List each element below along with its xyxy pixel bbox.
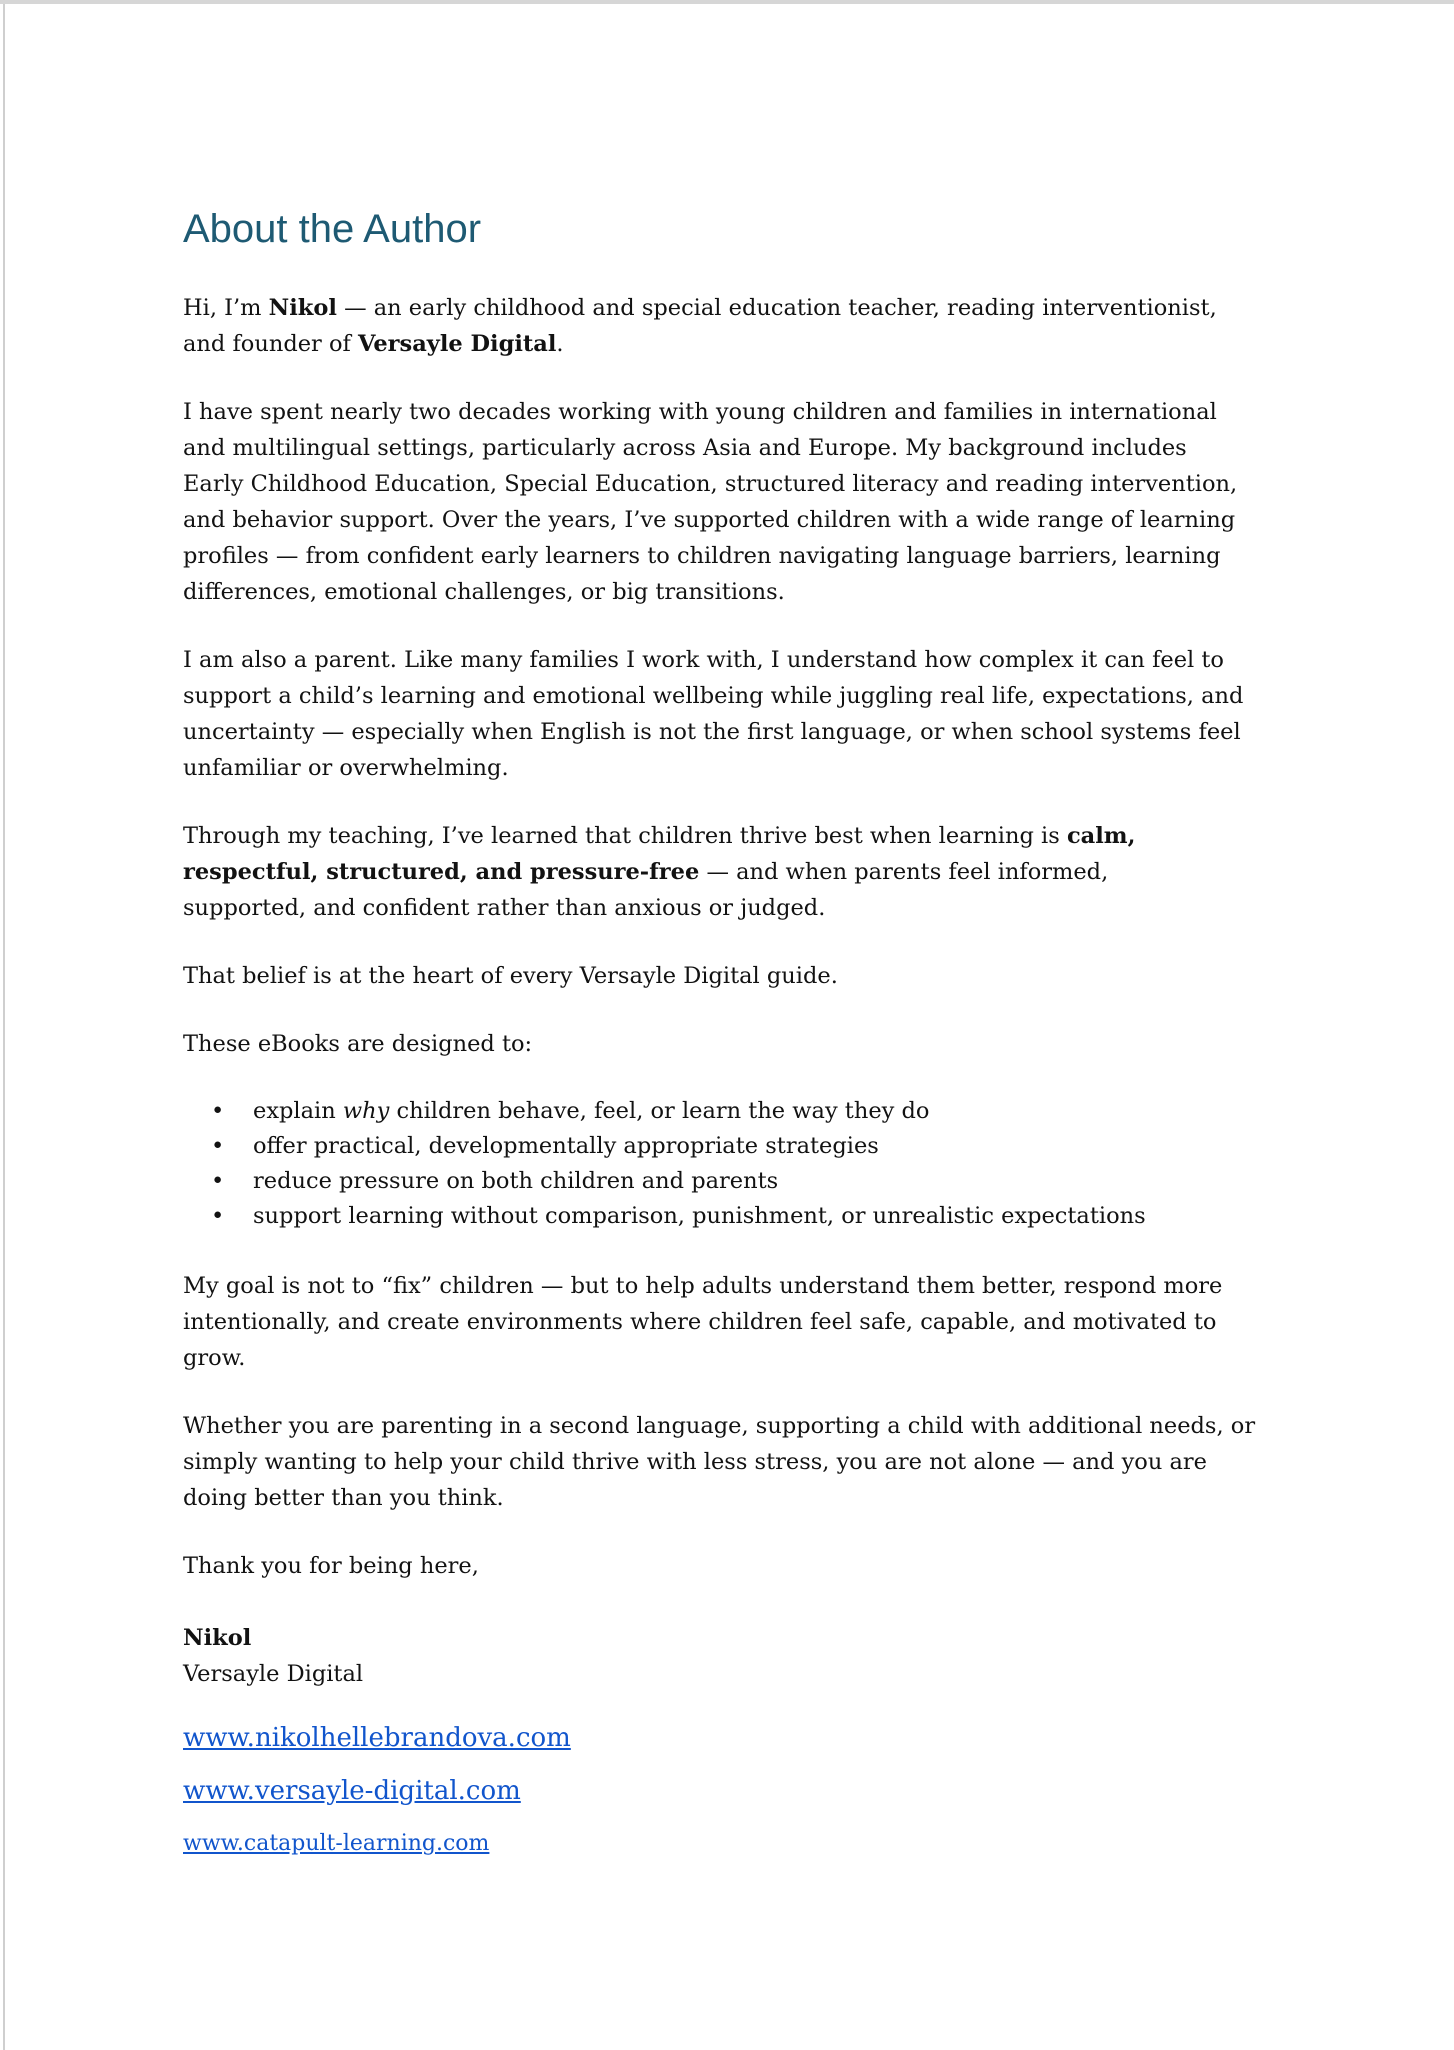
text-run: unfamiliar or overwhelming.	[183, 755, 509, 781]
text-run: differences, emotional challenges, or big transitions.	[183, 579, 785, 605]
text-line	[183, 642, 1323, 678]
text-line	[183, 750, 1323, 786]
text-run: doing better than you think.	[183, 1485, 504, 1511]
text-run: Nikol	[268, 295, 337, 321]
text-run: grow.	[183, 1345, 246, 1371]
text-run: Early Childhood Education, Special Education, structured literacy and reading intervention,	[183, 471, 1238, 497]
text-run: That belief is at the heart of every Versayle Digital guide.	[183, 963, 838, 989]
link-row	[183, 1826, 1323, 1863]
text-run: reduce pressure on both children and parents	[253, 1168, 779, 1194]
text-run: Nikol	[183, 1625, 252, 1651]
bullet-text	[253, 1133, 879, 1159]
text-line	[183, 1304, 1323, 1340]
paragraph	[183, 1268, 1323, 1376]
text-run: offer practical, developmentally appropriate strategies	[253, 1133, 879, 1159]
paragraph	[183, 958, 1323, 994]
text-run: My goal is not to “fix” children — but to help adults understand them better, respond more	[183, 1273, 1223, 1299]
text-line	[183, 818, 1323, 854]
text-run: why	[342, 1098, 390, 1124]
page-edge-top	[0, 0, 1454, 4]
text-run: Through my teaching, I’ve learned that children thrive best when learning is	[183, 823, 1067, 849]
text-line	[183, 502, 1323, 538]
bullet-icon: •	[211, 1098, 225, 1124]
text-run: simply wanting to help your child thrive with less stress, you are not alone — and you are	[183, 1449, 1207, 1475]
bullet-item	[183, 1129, 1323, 1164]
text-line	[183, 1656, 1323, 1692]
text-run: explain	[253, 1098, 343, 1124]
links-section	[183, 1720, 1323, 1863]
bullet-text	[253, 1203, 1146, 1229]
bullet-item	[183, 1199, 1323, 1234]
text-run: Hi, I’m	[183, 295, 269, 321]
bullet-item	[183, 1094, 1323, 1129]
text-line	[183, 854, 1323, 890]
text-run: — and when parents feel informed,	[699, 859, 1109, 885]
page-title: About the Author	[183, 207, 482, 251]
bullet-icon: •	[211, 1203, 225, 1229]
text-line	[183, 678, 1323, 714]
text-line	[183, 1268, 1323, 1304]
text-line	[183, 1408, 1323, 1444]
bullet-item	[183, 1164, 1323, 1199]
text-line	[183, 1548, 1323, 1584]
bullet-icon: •	[211, 1133, 225, 1159]
website-link[interactable]: www.versayle-digital.com	[183, 1776, 521, 1806]
text-run: support learning without comparison, punishment, or unrealistic expectations	[253, 1203, 1146, 1229]
document-body	[183, 290, 1323, 1863]
bullet-list	[183, 1094, 1323, 1234]
text-line	[183, 958, 1323, 994]
text-run: Versayle Digital	[357, 331, 557, 357]
paragraph	[183, 290, 1323, 362]
bullet-text	[253, 1098, 929, 1124]
text-run: — an early childhood and special education teacher, reading interventionist,	[336, 295, 1217, 321]
paragraph	[183, 1026, 1323, 1062]
paragraph	[183, 1548, 1323, 1584]
text-run: I am also a parent. Like many families I work with, I understand how complex it can feel to	[183, 647, 1224, 673]
text-run: intentionally, and create environments where children feel safe, capable, and motivated to	[183, 1309, 1217, 1335]
text-run: respectful, structured, and pressure-free	[183, 859, 700, 885]
text-run: support a child’s learning and emotional wellbeing while juggling real life, expectations, and	[183, 683, 1244, 709]
text-line	[183, 538, 1323, 574]
text-run: and founder of	[183, 331, 358, 357]
text-line	[183, 1444, 1323, 1480]
text-run: Whether you are parenting in a second language, supporting a child with additional needs, or	[183, 1413, 1256, 1439]
text-run: Versayle Digital	[183, 1661, 364, 1687]
paragraph	[183, 642, 1323, 786]
paragraph	[183, 1408, 1323, 1516]
text-run: uncertainty — especially when English is not the first language, or when school systems feel	[183, 719, 1241, 745]
text-run: supported, and confident rather than anxious or judged.	[183, 895, 826, 921]
text-run: calm,	[1066, 823, 1136, 849]
bullet-icon: •	[211, 1168, 225, 1194]
page-edge-left	[3, 4, 5, 2050]
link-row	[183, 1720, 1323, 1759]
paragraph	[183, 394, 1323, 610]
paragraph	[183, 818, 1323, 926]
text-line	[183, 466, 1323, 502]
text-run: children behave, feel, or learn the way they do	[389, 1098, 930, 1124]
text-run: These eBooks are designed to:	[183, 1031, 533, 1057]
text-line	[183, 290, 1323, 326]
text-run: and multilingual settings, particularly across Asia and Europe. My background includes	[183, 435, 1187, 461]
text-line	[183, 1480, 1323, 1516]
website-link[interactable]: www.catapult-learning.com	[183, 1831, 490, 1856]
text-line	[183, 890, 1323, 926]
bullet-text	[253, 1168, 778, 1194]
website-link[interactable]: www.nikolhellebrandova.com	[183, 1723, 571, 1753]
text-line	[183, 326, 1323, 362]
text-line	[183, 1026, 1323, 1062]
text-run: profiles — from confident early learners to children navigating language barriers, learning	[183, 543, 1221, 569]
signature-block	[183, 1620, 1323, 1692]
text-line	[183, 394, 1323, 430]
text-line	[183, 1340, 1323, 1376]
text-run: I have spent nearly two decades working with young children and families in international	[183, 399, 1217, 425]
text-line	[183, 430, 1323, 466]
document-page	[183, 205, 1323, 1877]
text-run: Thank you for being here,	[183, 1553, 479, 1579]
link-row	[183, 1773, 1323, 1812]
text-line	[183, 1620, 1323, 1656]
text-run: and behavior support. Over the years, I’ve supported children with a wide range of learning	[183, 507, 1236, 533]
text-line	[183, 714, 1323, 750]
text-line	[183, 574, 1323, 610]
text-run: .	[556, 331, 564, 357]
